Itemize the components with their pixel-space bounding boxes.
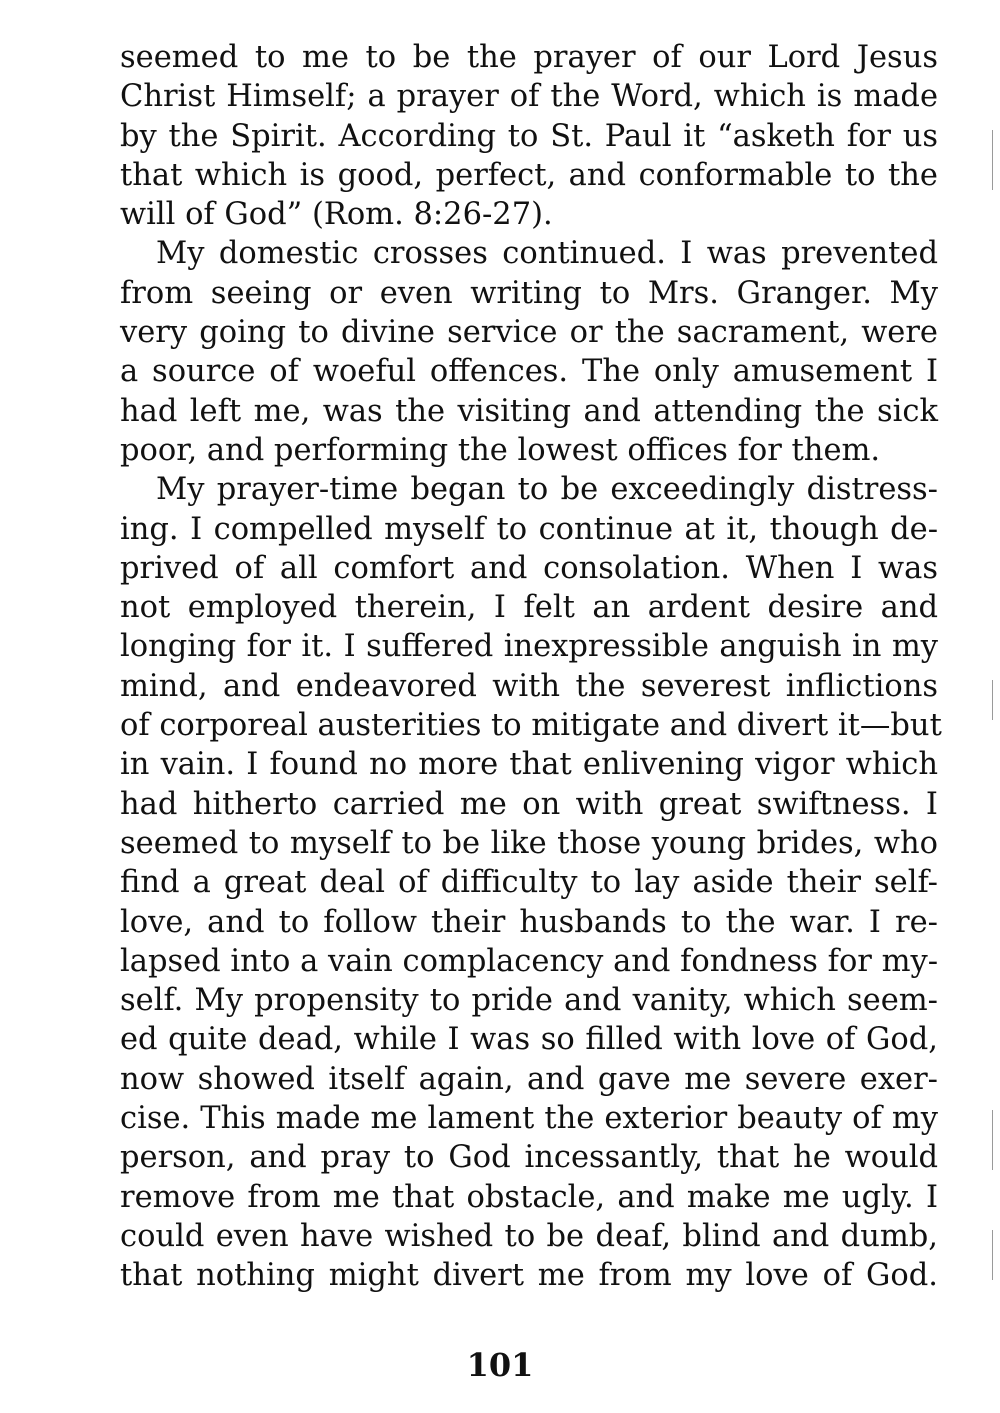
text-line: prived of all comfort and consolation. When I was bbox=[120, 550, 938, 586]
text-line: that which is good, perfect, and conformable to the bbox=[120, 157, 938, 193]
body-text bbox=[120, 38, 942, 1296]
text-line: ing. I compelled myself to continue at it, though de- bbox=[120, 511, 938, 547]
text-line: My domestic crosses continued. I was prevented bbox=[156, 236, 938, 272]
text-line: mind, and endeavored with the severest inflictions bbox=[120, 668, 938, 704]
paragraph-2 bbox=[120, 234, 938, 470]
text-line: longing for it. I suffered inexpressible anguish in my bbox=[120, 629, 938, 665]
text-line: poor, and performing the lowest offices for them. bbox=[120, 432, 881, 468]
scan-edge-marks bbox=[990, 0, 996, 1413]
text-line: by the Spirit. According to St. Paul it “asketh for us bbox=[120, 118, 938, 154]
text-line: Christ Himself; a prayer of the Word, which is made bbox=[120, 79, 938, 115]
text-line: seemed to me to be the prayer of our Lord Jesus bbox=[120, 40, 938, 75]
text-line: had hitherto carried me on with great swiftness. I bbox=[120, 786, 938, 822]
text-line: cise. This made me lament the exterior beauty of my bbox=[120, 1101, 938, 1137]
page-number: 101 bbox=[466, 1346, 534, 1384]
text-line: very going to divine service or the sacrament, were bbox=[120, 315, 938, 351]
text-line: now showed itself again, and gave me severe exer- bbox=[120, 1061, 938, 1097]
paragraph-3 bbox=[120, 470, 942, 1295]
text-line: remove from me that obstacle, and make me ugly. I bbox=[120, 1179, 938, 1215]
text-line: from seeing or even writing to Mrs. Granger. My bbox=[120, 275, 938, 311]
text-line: could even have wished to be deaf, blind and dumb, bbox=[120, 1218, 938, 1254]
text-line: a source of woeful offences. The only amusement I bbox=[120, 354, 938, 390]
text-line: love, and to follow their husbands to the war. I re- bbox=[120, 904, 938, 940]
text-line: of corporeal austerities to mitigate and divert it—but bbox=[120, 708, 942, 744]
text-line: in vain. I found no more that enlivening vigor which bbox=[120, 747, 938, 783]
paragraph-1 bbox=[120, 38, 938, 234]
text-line: not employed therein, I felt an ardent desire and bbox=[120, 590, 938, 626]
text-line: that nothing might divert me from my love of God. bbox=[120, 1258, 938, 1294]
text-line: had left me, was the visiting and attending the sick bbox=[120, 393, 938, 429]
text-line: lapsed into a vain complacency and fondness for my- bbox=[120, 943, 939, 979]
text-line: find a great deal of difficulty to lay aside their self- bbox=[120, 865, 938, 901]
text-line: seemed to myself to be like those young brides, who bbox=[120, 825, 938, 861]
text-line: will of God” (Rom. 8:26-27). bbox=[120, 197, 553, 233]
text-line: My prayer-time began to be exceedingly distress- bbox=[156, 472, 938, 508]
text-line: person, and pray to God incessantly, that he would bbox=[120, 1140, 938, 1176]
text-line: self. My propensity to pride and vanity, which seem- bbox=[120, 983, 938, 1019]
text-line: ed quite dead, while I was so filled with love of God, bbox=[120, 1022, 938, 1058]
